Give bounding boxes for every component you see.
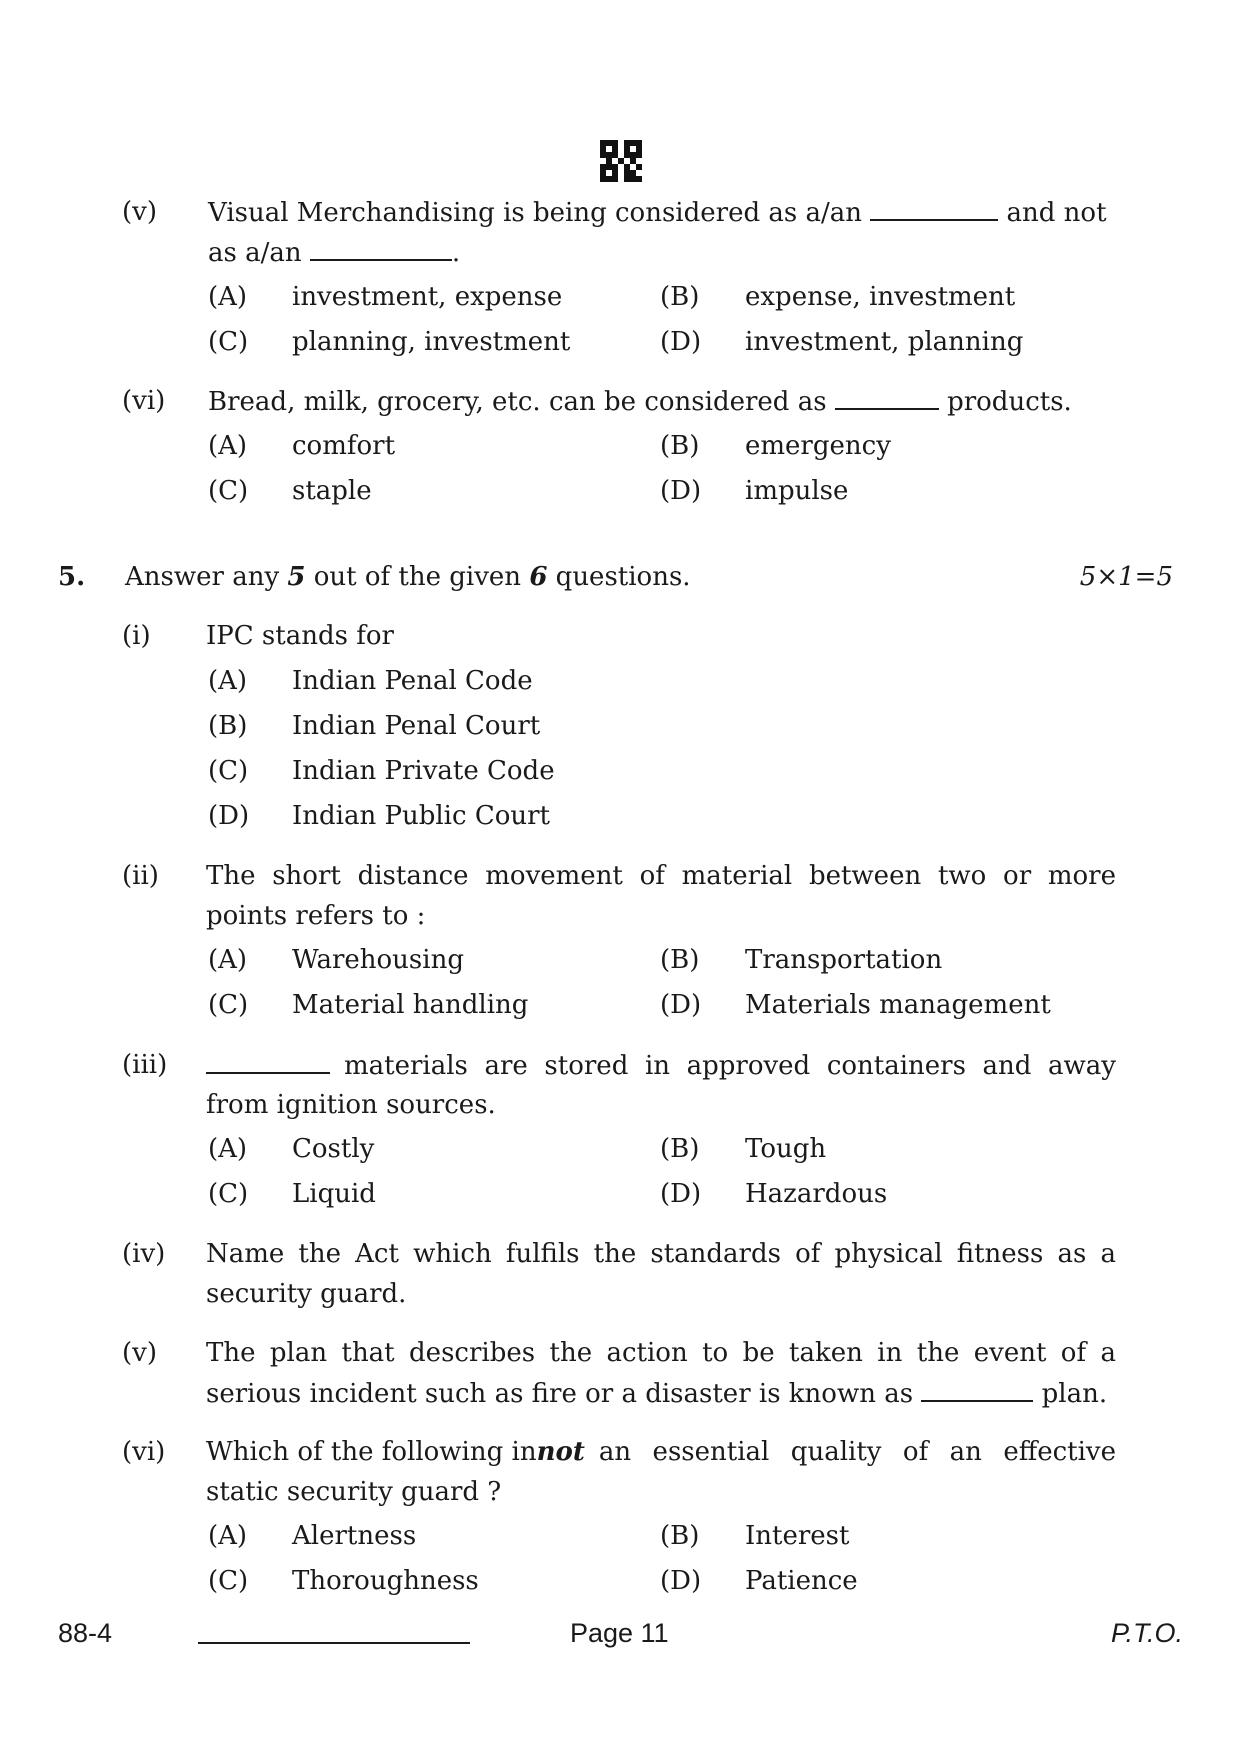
option-text: expense, investment xyxy=(745,282,1016,312)
option-text: impulse xyxy=(745,476,849,506)
answer-blank xyxy=(310,237,452,261)
option-label: (A) xyxy=(208,666,248,696)
option-label: (B) xyxy=(660,1134,700,1164)
option-label: (C) xyxy=(208,327,249,357)
question-number: (v) xyxy=(122,197,157,227)
option-text: Liquid xyxy=(292,1179,376,1209)
option-text: Indian Private Code xyxy=(292,756,555,786)
option-text: investment, expense xyxy=(292,282,563,312)
question-number: (i) xyxy=(122,621,151,651)
option-text: Thoroughness xyxy=(292,1566,479,1596)
option-text: Hazardous xyxy=(745,1179,888,1209)
question-text-line2: points refers to : xyxy=(206,901,426,931)
question-text: The plan that describes the action to be taken in the event of a xyxy=(206,1338,1116,1368)
option-text: Transportation xyxy=(745,945,943,975)
option-text: Costly xyxy=(292,1134,375,1164)
answer-blank xyxy=(835,386,939,410)
answer-blank xyxy=(921,1378,1033,1402)
option-text: Indian Public Court xyxy=(292,801,550,831)
question-text: Name the Act which fulfils the standards of physical fitness as a xyxy=(206,1239,1116,1269)
option-label: (A) xyxy=(208,1521,248,1551)
option-text: comfort xyxy=(292,431,396,461)
option-label: (B) xyxy=(660,945,700,975)
option-text: Alertness xyxy=(292,1521,417,1551)
option-text: Tough xyxy=(745,1134,827,1164)
option-label: (B) xyxy=(660,1521,700,1551)
question-instruction: Answer any 5 out of the given 6 questions. xyxy=(125,562,691,592)
qr-code xyxy=(600,140,642,182)
option-label: (D) xyxy=(208,801,250,831)
question-number: (vi) xyxy=(122,386,166,416)
option-text: Material handling xyxy=(292,990,529,1020)
option-text: Patience xyxy=(745,1566,858,1596)
question-number: (vi) xyxy=(122,1437,166,1467)
option-text: emergency xyxy=(745,431,891,461)
option-label: (D) xyxy=(660,1566,702,1596)
option-text: Warehousing xyxy=(292,945,464,975)
option-label: (D) xyxy=(660,990,702,1020)
option-label: (B) xyxy=(660,431,700,461)
emphasis-not: not xyxy=(536,1437,585,1467)
option-label: (C) xyxy=(208,476,249,506)
option-label: (B) xyxy=(660,282,700,312)
option-label: (A) xyxy=(208,945,248,975)
question-text-line2: serious incident such as fire or a disaster is known as plan. xyxy=(206,1379,1108,1409)
option-text: staple xyxy=(292,476,372,506)
option-label: (B) xyxy=(208,711,248,741)
answer-blank xyxy=(206,1050,330,1074)
pto-label: P.T.O. xyxy=(1110,1618,1183,1648)
option-label: (C) xyxy=(208,990,249,1020)
option-label: (A) xyxy=(208,431,248,461)
page-number: Page 11 xyxy=(570,1618,669,1648)
question-text: Which of the following in not an essential quality of an effective xyxy=(206,1437,1116,1467)
question-text: The short distance movement of material between two or more xyxy=(206,861,1116,891)
option-label: (A) xyxy=(208,1134,248,1164)
question-text-line2: security guard. xyxy=(206,1279,407,1309)
option-text: Interest xyxy=(745,1521,850,1551)
option-label: (C) xyxy=(208,1179,249,1209)
question-number: (iii) xyxy=(122,1050,168,1080)
question-number: (iv) xyxy=(122,1239,166,1269)
question-text: materials are stored in approved containers and away xyxy=(206,1050,1116,1081)
question-number: (ii) xyxy=(122,861,159,891)
question-number: 5. xyxy=(58,562,86,592)
option-label: (C) xyxy=(208,756,249,786)
option-label: (D) xyxy=(660,327,702,357)
option-label: (A) xyxy=(208,282,248,312)
question-text: IPC stands for xyxy=(206,621,394,651)
question-text-line2: as a/an . xyxy=(208,238,461,268)
option-label: (D) xyxy=(660,1179,702,1209)
question-text-line2: from ignition sources. xyxy=(206,1090,496,1120)
option-label: (D) xyxy=(660,476,702,506)
question-text: Bread, milk, grocery, etc. can be considered as products. xyxy=(208,387,1072,417)
option-text: Indian Penal Code xyxy=(292,666,533,696)
question-text-line2: static security guard ? xyxy=(206,1477,502,1507)
question-text: Visual Merchandising is being considered as a/an and not xyxy=(208,198,1107,228)
question-number: (v) xyxy=(122,1338,157,1368)
option-text: planning, investment xyxy=(292,327,571,357)
answer-blank xyxy=(870,197,998,221)
footer-divider xyxy=(198,1642,470,1644)
option-text: Materials management xyxy=(745,990,1051,1020)
option-label: (C) xyxy=(208,1566,249,1596)
option-text: investment, planning xyxy=(745,327,1024,357)
paper-code: 88-4 xyxy=(58,1618,113,1648)
marks-allocation: 5×1=5 xyxy=(1079,562,1173,592)
option-text: Indian Penal Court xyxy=(292,711,541,741)
